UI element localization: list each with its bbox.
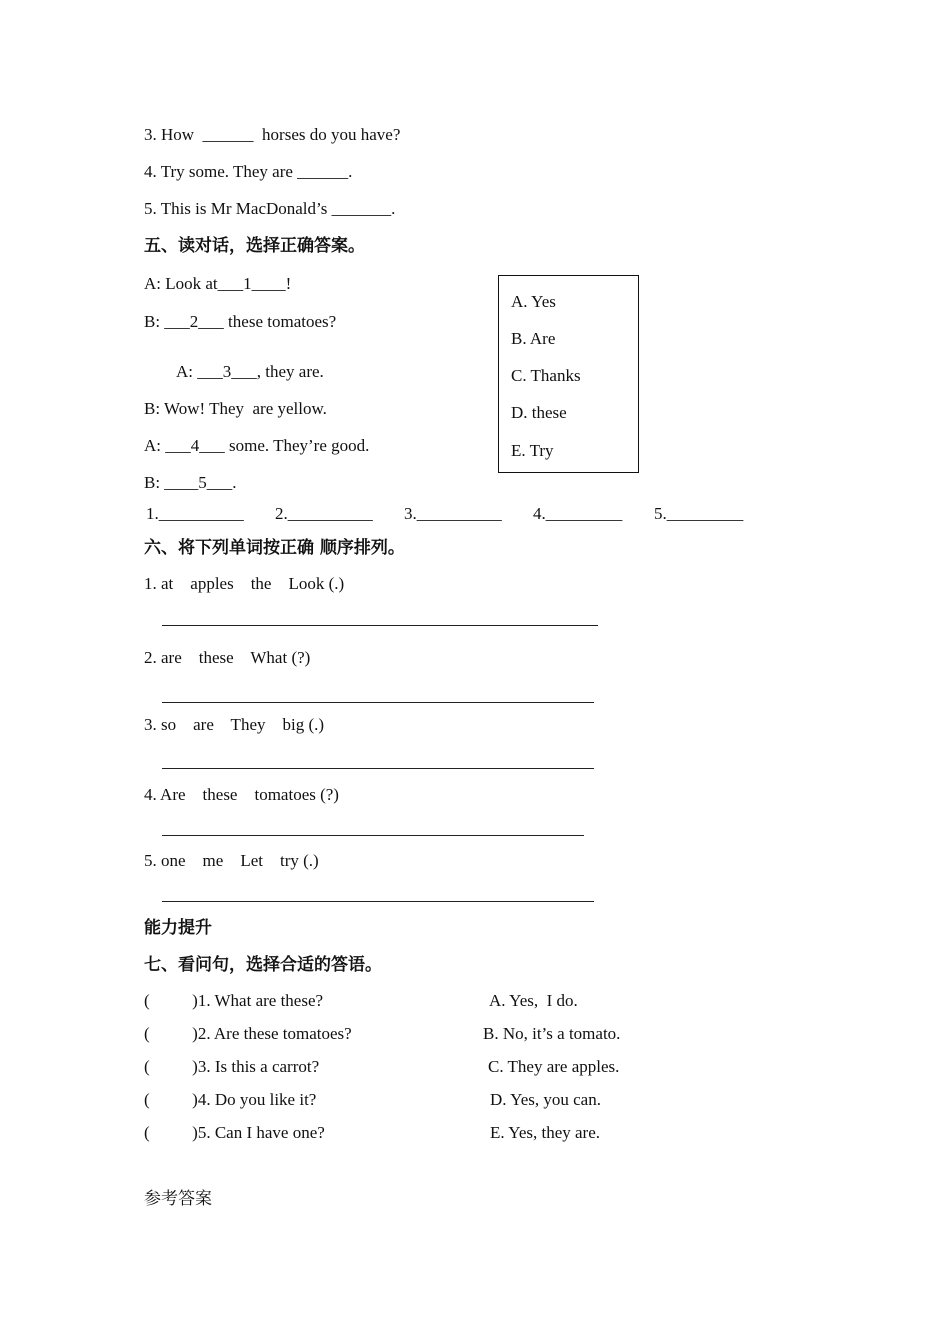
answer-blank-1: 1.__________: [146, 504, 244, 523]
dialogue-line-5: A: ___4___ some. They’re good.: [144, 436, 370, 455]
section5-title: 五、读对话，选择正确答案。: [144, 236, 365, 256]
option-e: E. Try: [511, 441, 554, 460]
answer-choice-b: B. No, it’s a tomato.: [483, 1024, 621, 1043]
answer-blank-3: 3.__________: [404, 504, 502, 523]
section6-title: 六、将下列单词按正确 顺序排列。: [144, 538, 405, 558]
answer-blank-2: 2.__________: [275, 504, 373, 523]
option-a: A. Yes: [511, 292, 556, 311]
option-d: D. these: [511, 403, 567, 422]
answer-line-3: [162, 768, 594, 769]
answer-choice-c: C. They are apples.: [488, 1057, 620, 1076]
dialogue-line-2: B: ___2___ these tomatoes?: [144, 312, 337, 331]
question-4: ( )4. Do you like it?: [144, 1090, 317, 1109]
ability-title: 能力提升: [144, 918, 212, 938]
fill-blank-3: 3. How ______ horses do you have?: [144, 125, 401, 144]
answer-blank-5: 5._________: [654, 504, 744, 523]
section7-title: 七、看问句，选择合适的答语。: [144, 955, 382, 975]
dialogue-line-1: A: Look at___1____!: [144, 274, 292, 293]
order-item-3: 3. so are They big (.): [144, 715, 325, 734]
option-b: B. Are: [511, 329, 556, 348]
order-item-2: 2. are these What (?): [144, 648, 311, 667]
order-item-5: 5. one me Let try (.): [144, 851, 319, 870]
order-item-1: 1. at apples the Look (.): [144, 574, 345, 593]
reference-answers-title: 参考答案: [144, 1189, 212, 1209]
answer-line-1: [162, 625, 598, 626]
fill-blank-5: 5. This is Mr MacDonald’s _______.: [144, 199, 396, 218]
question-5: ( )5. Can I have one?: [144, 1123, 325, 1142]
dialogue-line-3: A: ___3___, they are.: [176, 362, 324, 381]
question-2: ( )2. Are these tomatoes?: [144, 1024, 352, 1043]
answer-choice-e: E. Yes, they are.: [490, 1123, 601, 1142]
fill-blank-4: 4. Try some. They are ______.: [144, 162, 353, 181]
order-item-4: 4. Are these tomatoes (?): [144, 785, 339, 804]
answer-choice-d: D. Yes, you can.: [490, 1090, 601, 1109]
answer-line-2: [162, 702, 594, 703]
answer-choice-a: A. Yes, I do.: [489, 991, 578, 1010]
question-3: ( )3. Is this a carrot?: [144, 1057, 320, 1076]
question-1: ( )1. What are these?: [144, 991, 324, 1010]
dialogue-line-6: B: ____5___.: [144, 473, 237, 492]
option-c: C. Thanks: [511, 366, 581, 385]
answer-line-5: [162, 901, 594, 902]
answer-line-4: [162, 835, 584, 836]
dialogue-line-4: B: Wow! They are yellow.: [144, 399, 327, 418]
options-box: [498, 275, 639, 473]
answer-blank-4: 4._________: [533, 504, 623, 523]
